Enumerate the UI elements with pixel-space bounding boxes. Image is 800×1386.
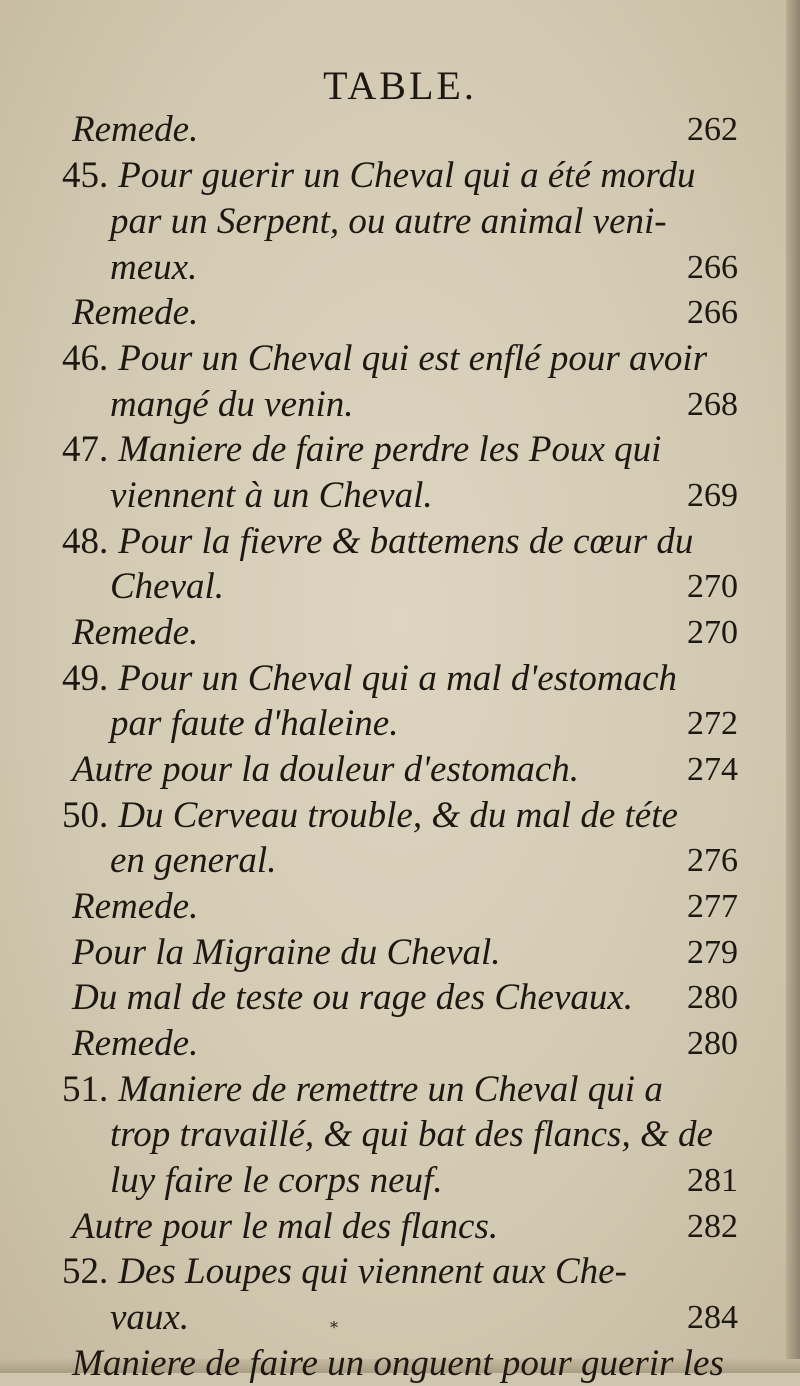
toc-page-19: 279 <box>687 934 738 971</box>
toc-line-6: 46. Pour un Cheval qui est enflé pour avoir <box>62 338 708 379</box>
running-header: TABLE. <box>323 63 477 108</box>
toc-page-12: 270 <box>687 614 738 651</box>
toc-line-15: Autre pour la douleur d'estomach. <box>72 749 580 790</box>
toc-line-9: viennent à un Cheval. <box>110 475 433 516</box>
toc-line-16: 50. Du Cerveau trouble, & du mal de téte <box>62 795 678 836</box>
toc-line-22: 51. Maniere de remettre un Cheval qui a <box>62 1069 663 1110</box>
toc-line-11: Cheval. <box>110 566 225 607</box>
toc-page-9: 269 <box>687 477 738 514</box>
toc-line-17: en general. <box>110 840 277 881</box>
toc-page-27: 284 <box>687 1299 738 1336</box>
toc-page-25: 282 <box>687 1208 738 1245</box>
toc-page-14: 272 <box>687 705 738 742</box>
toc-page-17: 276 <box>687 842 738 879</box>
toc-line-10: 48. Pour la fievre & battemens de cœur du <box>62 521 694 562</box>
toc-line-5: Remede. <box>72 292 199 333</box>
signature-mark: * <box>330 1318 338 1337</box>
toc-line-20: Du mal de teste ou rage des Chevaux. <box>72 977 634 1018</box>
toc-page-11: 270 <box>687 568 738 605</box>
toc-line-27: vaux. <box>110 1297 190 1338</box>
page-edge-shadow <box>786 0 800 1373</box>
toc-line-3: par un Serpent, ou autre animal veni- <box>110 201 667 242</box>
toc-page-7: 268 <box>687 386 738 423</box>
toc-line-13: 49. Pour un Cheval qui a mal d'estomach <box>62 658 677 699</box>
toc-line-25: Autre pour le mal des flancs. <box>72 1206 499 1247</box>
toc-line-19: Pour la Migraine du Cheval. <box>72 932 501 973</box>
toc-line-14: par faute d'haleine. <box>110 703 399 744</box>
toc-page-4: 266 <box>687 249 738 286</box>
toc-page-20: 280 <box>687 979 738 1016</box>
toc-line-21: Remede. <box>72 1023 199 1064</box>
toc-line-8: 47. Maniere de faire perdre les Poux qui <box>62 429 662 470</box>
toc-line-4: meux. <box>110 247 198 288</box>
toc-line-1: Remede. <box>72 109 199 150</box>
toc-line-24: luy faire le corps neuf. <box>110 1160 443 1201</box>
toc-line-7: mangé du venin. <box>110 384 354 425</box>
toc-line-18: Remede. <box>72 886 199 927</box>
toc-line-26: 52. Des Loupes qui viennent aux Che- <box>62 1251 627 1292</box>
toc-page-21: 280 <box>687 1025 738 1062</box>
toc-line-23: trop travaillé, & qui bat des flancs, & de <box>110 1114 713 1155</box>
toc-page-5: 266 <box>687 294 738 331</box>
toc-line-12: Remede. <box>72 612 199 653</box>
toc-page-18: 277 <box>687 888 738 925</box>
toc-line-2: 45. Pour guerir un Cheval qui a été mordu <box>62 155 696 196</box>
toc-page-1: 262 <box>687 111 738 148</box>
toc-page-15: 274 <box>687 751 738 788</box>
toc-line-28: Maniere de faire un onguent pour guerir les <box>72 1343 724 1384</box>
toc-page-24: 281 <box>687 1162 738 1199</box>
